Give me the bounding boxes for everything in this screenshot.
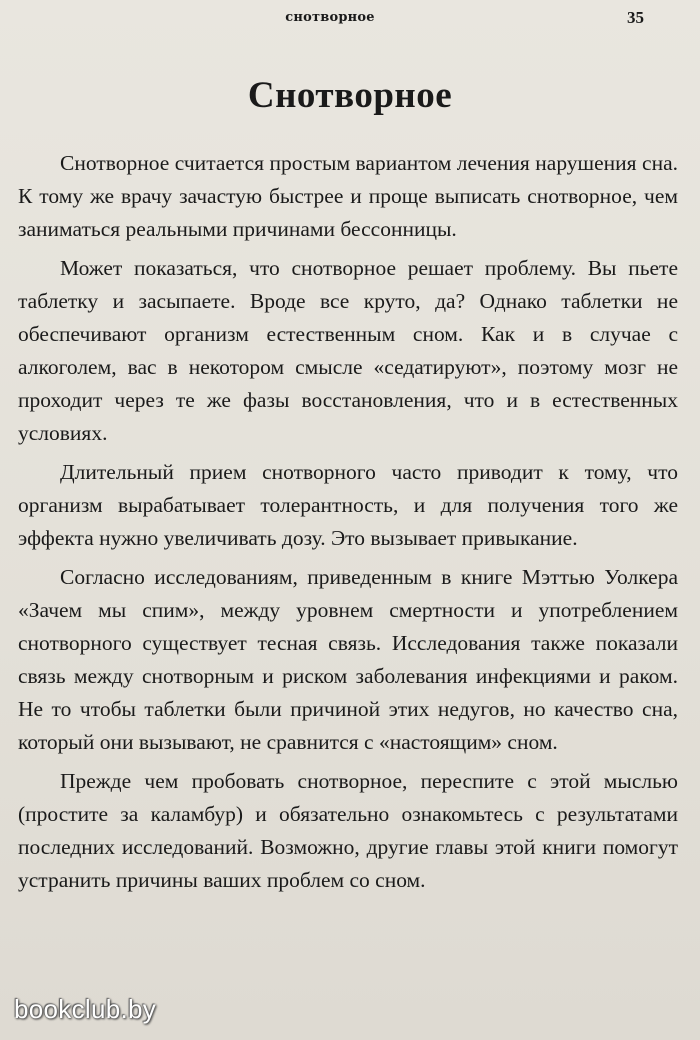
watermark: bookclub.by [14,994,157,1024]
running-title: снотворное [285,10,375,25]
paragraph: Снотворное считается простым вариантом лечения нарушения сна. К тому же врачу зачастую быстрее и проще выписать снотворное, чем заниматься реальными причинами бессонницы. [18,151,678,241]
running-head [0,8,700,30]
paragraph: Длительный прием снотворного часто приводит к тому, что организм вырабатывает толерантность, и для получения того же эффекта нужно увеличивать дозу. Это вызывает привыкание. [18,460,678,550]
paragraph: Прежде чем пробовать снотворное, переспите с этой мыслью (простите за каламбур) и обязательно ознакомьтесь с результатами последних исследований. Возможно, другие главы этой книги помогут устранить причины ваших проблем со сном. [18,769,678,892]
paragraph: Согласно исследованиям, приведенным в книге Мэттью Уолкера «Зачем мы спим», между уровнем смертности и употреблением снотворного существует тесная связь. Исследования также показали связь между снотворным и риском заболевания инфекциями и раком. Не то чтобы таблетки были причиной этих недугов, но качество сна, который они вызывают, не сравнится с «настоящим» сном. [18,565,678,754]
paragraph: Может показаться, что снотворное решает проблему. Вы пьете таблетку и засыпаете. Вроде все круто, да? Однако таблетки не обеспечивают организм естественным сном. Как и в случае с алкоголем, вас в некотором смысле «седатируют», поэтому мозг не проходит через те же фазы восстановления, что и в естественных условиях. [18,256,678,445]
page-number: 35 [627,8,644,27]
body-text [18,147,678,903]
chapter-title: Снотворное [247,75,453,116]
